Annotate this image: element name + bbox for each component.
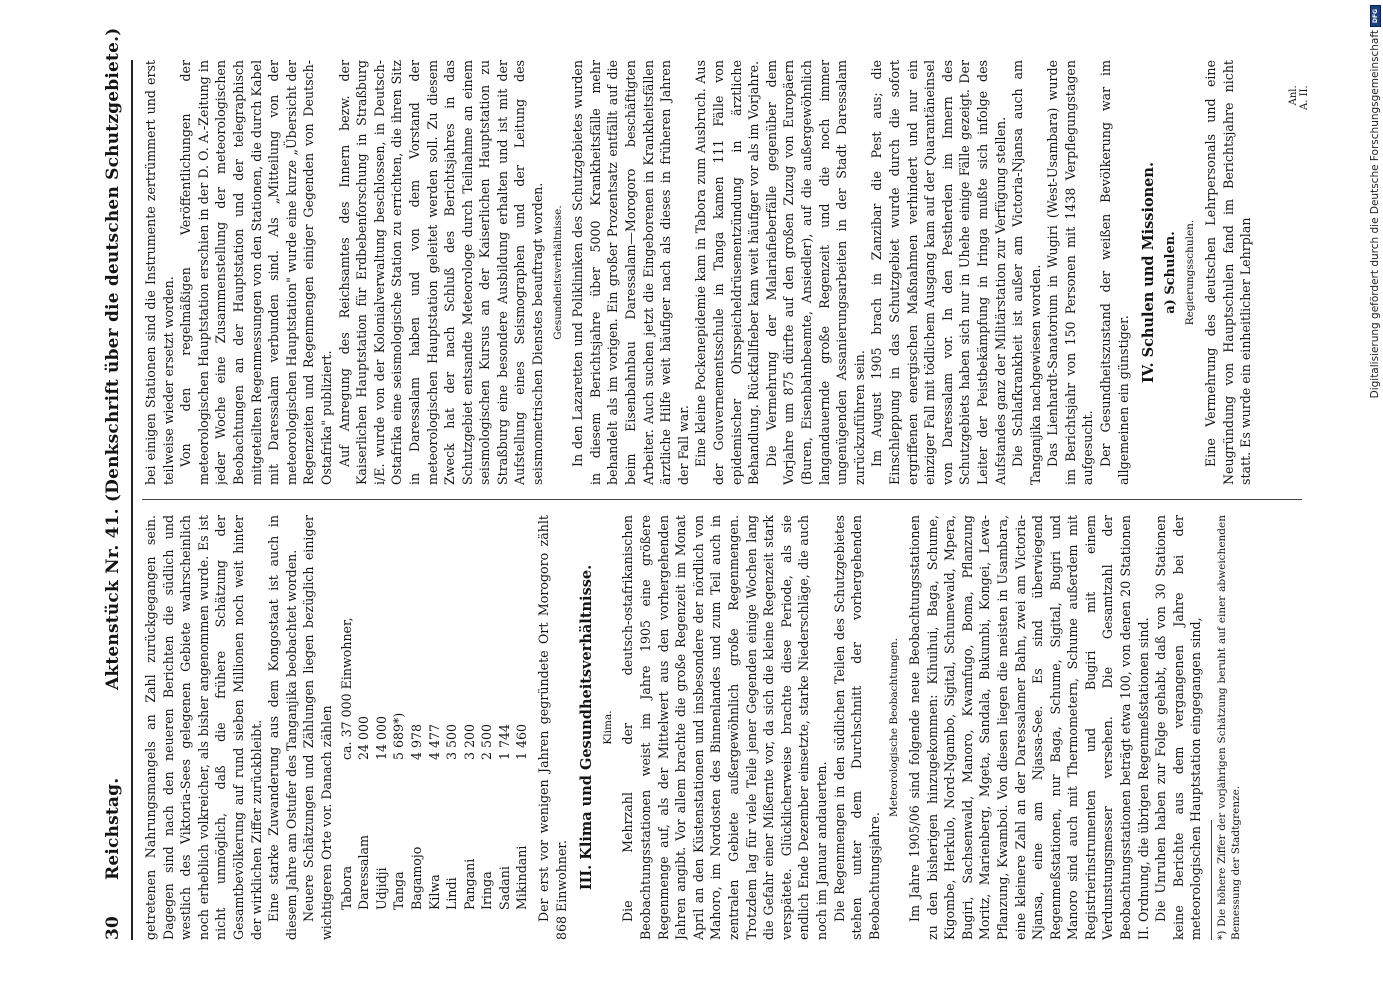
place-name: Udjidji <box>373 867 389 910</box>
section-heading: IV. Schulen und Missionen. <box>1139 162 1157 383</box>
paragraph: Das Lienhardt-Sanatorium in Wugiri (West-Usambara) wurde im Berichtsjahr von 150 Personen mit 1438 Verpflegungstagen aufgesucht. <box>1044 60 1095 485</box>
running-title: Reichstag. <box>102 777 123 880</box>
paragraph: Im Jahre 1905/06 sind folgende neue Beobachtungsstationen zu den bisherigen hinzugekommen: Kihuihui, Baga, Schume, Kigombe, Herkulo, Nord-Ngambo, Sigital, Schumewald, Mpera, Bugiri, Sachsenwald, Manoro, Kwamfugo, Boma, Pflanzung Moritz, Marienberg, Mgeta, Sandala, Bukumbi, Kongei, Lewa-Pflanzung, Kwamboi. Von diesen liegen die meisten in Usambara, eine kleinere Zahl an der Daressalamer Bahn, zwei am Victoria-Njansa, eine am Njassa-See. Es sind überwiegend Regenmeßstationen, nur Baga, Schume, Sigital, Bugiri und Manoro sind auch mit Thermometern, Schume außerdem mit Registrierinstrumenten und Bugiri mit einem Verdunstungsmesser versehen. Die Gesamtzahl der Beobachtungsstationen beträgt etwa 100, von denen 20 Stationen II. Ordnung, die übrigen Regenmeßstationen sind. <box>906 515 1151 940</box>
population-value: 5 689*) <box>390 712 406 760</box>
left-column <box>142 515 1322 940</box>
subheading: Klima. <box>601 710 614 745</box>
table-row <box>390 550 408 910</box>
page-title: Aktenstück Nr. 41. (Denkschrift über die deutschen Schutzgebiete.) <box>102 27 123 690</box>
table-row <box>355 550 373 910</box>
margin-annotation-line: Anl. <box>1287 85 1299 106</box>
subheading: Meteorologische Beobachtungen. <box>887 637 900 818</box>
paragraph: Die Regenmengen in den südlichen Teilen des Schutzgebietes stehen unter dem Durchschnitt der vorhergehenden Beobachtungsjahre. <box>831 515 882 940</box>
population-value: 4 978 <box>408 723 424 760</box>
subheading: a) Schulen. <box>1162 231 1178 314</box>
place-name: Tabora <box>338 865 354 910</box>
population-value: 3 500 <box>443 723 459 760</box>
margin-annotation-line: A. II. <box>1298 85 1310 110</box>
paragraph: Die Unruhen haben zur Folge gehabt, daß von 30 Stationen keine Berichte aus dem vergangenen Jahre bei der meteorologischen Hauptstation eingegangen sind, <box>1152 515 1203 940</box>
rotated-page <box>42 20 1342 980</box>
table-row <box>425 550 443 910</box>
place-name: Kilwa <box>426 874 441 910</box>
section-heading: III. Klima und Gesundheitsverhältnisse. <box>577 564 595 891</box>
place-name: Iringa <box>478 871 494 910</box>
paragraph: Die Vermehrung der Malariafieberfälle gegenüber dem Vorjahre um 875 dürfte auf den großen Zuzug von Europäern (Buren, Eisenbahnbeamte, Ansiedler), auf die außergewöhnlich langandauernde große Regenzeit und die noch immer ungenügenden Assanierungsarbeiten in der Stadt Daressalam zurückzuführen sein. <box>763 60 867 485</box>
table-row <box>443 550 461 910</box>
table-row <box>460 550 478 910</box>
paragraph: bei einigen Stationen sind die Instrumente zertrümmert und erst teilweise wieder ersetzt worden. <box>142 60 176 485</box>
population-table <box>337 550 531 910</box>
page-header <box>97 27 133 940</box>
paragraph: Eine starke Zuwanderung aus dem Kongostaat ist auch in diesem Jahre am Ostufer des Tanganjika beobachtet worden. <box>265 515 299 940</box>
column-divider <box>142 499 1302 500</box>
place-name: Tanga <box>390 871 406 910</box>
footnote-rule <box>1211 820 1212 940</box>
page-number: 30 <box>102 915 123 940</box>
paragraph: Auf Anregung des Reichsamtes des Innern bezw. der Kaiserlichen Hauptstation für Erdbebenforschung in Straßburg i/E. wurde von der Kolonialverwaltung beschlossen, in Deutsch-Ostafrika eine seismologische Station zu errichten, die ihren Sitz in Daressalam haben und von dem Vorstand der meteorologischen Hauptstation geleitet werden soll. Zu diesem Zweck hat der nach Schluß des Berichtsjahres in das Schutzgebiet entsandte Meteorologe durch Teilnahme an einem seismologischen Kursus an der Kaiserlichen Hauptstation zu Straßburg eine besondere Ausbildung erhalten und ist mit der Aufstellung eines Seismographen und der Leitung des seismometrischen Dienstes beauftragt worden. <box>336 60 545 485</box>
subheading: Regierungsschulen. <box>1183 219 1196 326</box>
paragraph: Im August 1905 brach in Zanzibar die Pest aus; die Einschleppung in das Schutzgebiet wurde durch die sofort ergriffenen energischen Maßnahmen verhindert und nur ein einziger Fall mit tödlichem Ausgang kam auf der Quarantäneinsel von Daressalam vor. In den Pestherden im Innern des Schutzgebiets haben sich nur in Uhehe einige Fälle gezeigt. Der Leiter der Peistbekämpfung in Iringa mußte sich infolge des Aufstandes ganz der Militärstation zur Verfügung stellen. <box>868 60 1007 485</box>
population-value: 4 477 <box>426 723 441 760</box>
paragraph: Von den regelmäßigen Veröffentlichungen der meteorologischen Hauptstation erschien in der D. O. A.-Zeitung in jeder Woche eine Zusammenstellung der meteorologischen Beobachtungen an der Hauptstation und der telegraphisch mitgeteilten Regenmessungen von den Stationen, die durch Kabel mit Daressalam verbunden sind. Als „Mitteilung von der meteorologischen Hauptstation" wurde eine kurze „Übersicht der Regenzeiten und Regenmengen einiger Gegenden von Deutsch-Ostafrika" publiziert. <box>177 60 334 485</box>
paragraph: Eine kleine Pockenepidemie kam in Tabora zum Ausbruch. Aus der Gouvernementsschule in Tanga kamen 111 Fälle von epidemischer Ohrspeicheldrüsenentzündung in ärztliche Behandlung. Rückfallfieber kam weit häufiger vor als im Vorjahre. <box>692 60 761 485</box>
table-row <box>407 550 425 910</box>
population-value: ca. 37 000 Einwohner, <box>338 617 354 760</box>
table-row <box>337 550 355 910</box>
footnote: *) Die höhere Ziffer der vorjährigen Schätzung beruht auf einer abweichenden Bemessung der Stadtgrenze. <box>1215 515 1242 940</box>
subheading: Gesundheitsverhältnisse. <box>551 205 564 340</box>
paragraph: Neuere Schätzungen und Zählungen liegen bezüglich einiger wichtigeren Orte vor. Danach zählen <box>300 515 334 940</box>
population-value: 3 200 <box>461 723 477 760</box>
paragraph: Die Mehrzahl der deutsch-ostafrikanischen Beobachtungsstationen weist im Jahre 1905 eine größere Regenmenge auf, als der Mittelwert aus den vorhergehenden Jahren angibt. Vor allem brachte die große Regenzeit im Monat April an den Küstenstationen und insbesondere der nördlich von Mahoro, im Nordosten des Binnenlandes und zum Teil auch in zentralen Gebiete außergewöhnlich große Regenmengen. Trotzdem lag für viele Teile jener Gegenden einige Wochen lang die Gefahr einer Mißernte vor, da sich die kleine Regenzeit stark verspätete. Glücklicherweise brachte diese Periode, als sie endlich Ende Dezember einsetzte, starke Niederschläge, die auch noch im Januar andauerten. <box>619 515 829 940</box>
paragraph: Die Schlafkrankheit ist außer am Victoria-Njansa auch am Tanganjika nachgewiesen worden. <box>1009 60 1043 485</box>
right-column <box>142 60 1322 485</box>
paragraph: getretenen Nahrungsmangels an Zahl zurückgegangen sein. Dagegen sind nach den neueren Berichten die südlich und westlich des Viktoria-Sees gelegenen Gebiete wahrscheinlich noch erheblich volkreicher, als bisher angenommen wurde. Es ist nicht unmöglich, daß die frühere Schätzung der Gesamtbevölkerung auf rund sieben Millionen noch weit hinter der wirklichen Ziffer zurückbleibt. <box>142 515 264 940</box>
place-name: Daressalam <box>355 835 371 910</box>
place-name: Bagamojo <box>408 846 424 910</box>
population-value: 2 500 <box>478 723 494 760</box>
table-row <box>495 550 513 910</box>
place-name: Sadani <box>496 866 512 910</box>
paragraph: Der Gesundheitszustand der weißen Bevölkerung war im allgemeinen ein günstiger. <box>1097 60 1131 485</box>
paragraph: In den Lazaretten und Polikliniken des Schutzgebietes wurden in diesem Berichtsjahre über 5000 Krankheitsfälle mehr behandelt als im vorigen. Ein großer Prozentsatz entfällt auf die beim Eisenbahnbau Daressalam—Morogoro beschäftigten Arbeiter. Auch suchen jetzt die Eingeborenen in Krankheitsfällen ärztliche Hilfe weit häufiger nach als dieses in früheren Jahren der Fall war. <box>569 60 691 485</box>
place-name: Pangani <box>461 858 477 910</box>
dfg-logo: DFG <box>1370 5 1381 27</box>
table-row <box>478 550 496 910</box>
place-name: Lindi <box>443 877 459 910</box>
population-value: 14 000 <box>373 715 389 760</box>
digitization-note: Digitalisierung gefördert durch die Deutsche Forschungsgemeinschaft <box>1369 30 1381 399</box>
table-row <box>513 550 531 910</box>
paragraph: Der erst vor wenigen Jahren gegründete Ort Morogoro zählt 868 Einwohner. <box>535 515 569 940</box>
place-name: Mikindani <box>513 845 529 910</box>
population-value: 1 460 <box>513 723 529 760</box>
population-value: 24 000 <box>355 715 371 760</box>
paragraph: Eine Vermehrung des deutschen Lehrpersonals und eine Neugründung von Hauptschulen fand im Berichtsjahre nicht statt. Es wurde ein einheitlicher Lehrplan <box>1202 60 1253 485</box>
margin-annotation <box>1288 85 1310 110</box>
population-value: 1 744 <box>496 723 512 760</box>
table-row <box>372 550 390 910</box>
